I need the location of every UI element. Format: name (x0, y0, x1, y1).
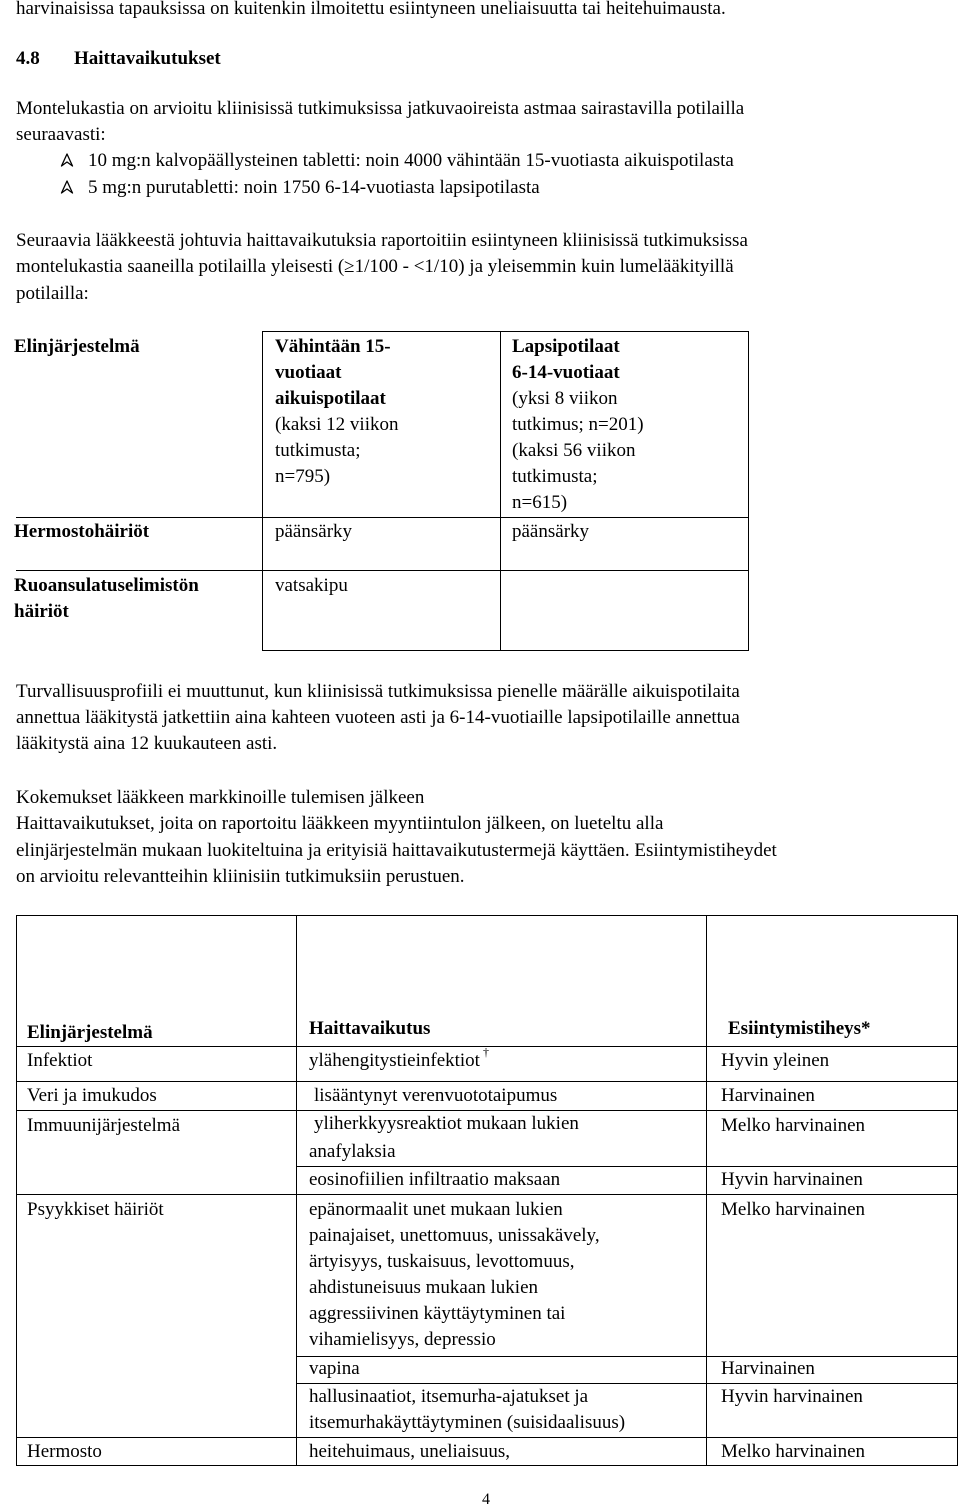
column-header-adults: Vähintään 15- vuotiaat aikuispotilaat (kaksi 12 viikon tutkimusta; n=795) (275, 336, 399, 487)
table-border (500, 331, 501, 651)
table-cell-frequency: Melko harvinainen (721, 1199, 866, 1220)
table-border (16, 1194, 958, 1195)
intro-line: harvinaisissa tapauksissa on kuitenkin ilmoitettu esiintyneen uneliaisuutta tai heitehuimausta. (16, 0, 726, 19)
table-row-system: Immuunijärjestelmä (27, 1115, 181, 1136)
table-cell-adults: vatsakipu (275, 575, 348, 596)
table-row-system: Veri ja imukudos (27, 1085, 157, 1106)
arrowhead-bullet-icon (60, 153, 74, 167)
table-border (748, 331, 749, 651)
bullet-text: 10 mg:n kalvopäällysteinen tabletti: noin 4000 vähintään 15-vuotiasta aikuispotilasta (88, 150, 734, 171)
table-cell-reaction: eosinofiilien infiltraatio maksaan (309, 1169, 561, 1190)
paragraph-line: Montelukastia on arvioitu kliinisissä tutkimuksissa jatkuvaoireista astmaa sairastavilla potilailla (16, 98, 745, 119)
paragraph-line: lääkitystä aina 12 kuukauteen asti. (16, 733, 278, 754)
table-cell-reaction: anafylaksia (309, 1141, 396, 1162)
table-border (16, 915, 17, 1466)
page-number: 4 (482, 1491, 490, 1508)
column-header-system: Elinjärjestelmä (14, 336, 140, 357)
table-border (262, 331, 263, 651)
section-number: 4.8 (16, 48, 40, 69)
table-cell-children: päänsärky (512, 521, 590, 542)
paragraph-line: Seuraavia lääkkeestä johtuvia haittavaikutuksia raportoitiin esiintyneen kliinisissä tutkimuksissa (16, 230, 748, 251)
table-cell-reaction: ylähengitystieinfektiot † (309, 1044, 489, 1071)
table-border (16, 1465, 958, 1466)
paragraph-line: elinjärjestelmän mukaan luokiteltuina ja erityisiä haittavaikutustermejä käyttäen. Esiintymistiheydet (16, 840, 777, 861)
table-border (296, 1356, 958, 1357)
table-cell-frequency: Hyvin yleinen (721, 1050, 830, 1071)
table-row-system: Hermostohäiriöt (14, 521, 150, 542)
table-cell-reaction: yliherkkyysreaktiot mukaan lukien (314, 1113, 579, 1134)
paragraph-line: seuraavasti: (16, 124, 106, 145)
table-border (16, 1437, 958, 1438)
table-row-system: Hermosto (27, 1441, 102, 1462)
paragraph-line: potilailla: (16, 283, 89, 304)
table-border (16, 517, 749, 518)
bullet-item (60, 175, 540, 201)
paragraph-line: annettua lääkitystä jatkettiin aina kahteen vuoteen asti ja 6-14-vuotiaille lapsipotilaille annettua (16, 707, 740, 728)
table-border (16, 1081, 958, 1082)
paragraph-line: Turvallisuusprofiili ei muuttunut, kun kliinisissä tutkimuksissa pienelle määrälle aikuispotilaita (16, 681, 740, 702)
table-border (16, 570, 749, 571)
table-row-system: Infektiot (27, 1050, 93, 1071)
subheading: Kokemukset lääkkeen markkinoille tulemisen jälkeen (16, 787, 425, 808)
table-cell-reaction: lisääntynyt verenvuototaipumus (314, 1085, 558, 1106)
column-header-reaction: Haittavaikutus (309, 1018, 431, 1039)
table-cell-frequency: Melko harvinainen (721, 1441, 866, 1462)
table-border (16, 915, 958, 916)
table-cell-frequency: Harvinainen (721, 1085, 815, 1106)
section-title: Haittavaikutukset (74, 48, 221, 69)
table-row-system: Ruoansulatuselimistön häiriöt (14, 575, 199, 622)
table-cell-frequency: Melko harvinainen (721, 1115, 866, 1136)
table-cell-reaction: heitehuimaus, uneliaisuus, (309, 1441, 511, 1462)
table-border (262, 331, 749, 332)
arrowhead-bullet-icon (60, 180, 74, 194)
paragraph-line: montelukastia saaneilla potilailla yleisesti (≥1/100 - <1/10) ja yleisemmin kuin lumelääkityillä (16, 256, 734, 277)
bullet-text: 5 mg:n purutabletti: noin 1750 6-14-vuotiasta lapsipotilasta (88, 177, 540, 198)
footnote-marker: † (482, 1044, 489, 1059)
table-cell-adults: päänsärky (275, 521, 353, 542)
table-row-system: Psyykkiset häiriöt (27, 1199, 164, 1220)
table-cell-reaction: vapina (309, 1358, 360, 1379)
column-header-system: Elinjärjestelmä (27, 1022, 153, 1043)
table-cell-frequency: Hyvin harvinainen (721, 1386, 863, 1407)
table-border (262, 650, 749, 651)
table-cell-reaction: epänormaalit unet mukaan lukien painajaiset, unettomuus, unissakävely, ärtyisyys, tuskaisuus, levottomuus, ahdistuneisuus mukaan lukien aggressiivinen käyttäytyminen tai vihamielisyys, depressio (309, 1199, 600, 1350)
table-cell-frequency: Hyvin harvinainen (721, 1169, 863, 1190)
column-header-children: Lapsipotilaat 6-14-vuotiaat (yksi 8 viikon tutkimus; n=201) (kaksi 56 viikon tutkimusta; n=615) (512, 336, 644, 513)
paragraph-line: Haittavaikutukset, joita on raportoitu lääkkeen myyntiintulon jälkeen, on lueteltu alla (16, 813, 664, 834)
paragraph-line: on arvioitu relevantteihin kliinisiin tutkimuksiin perustuen. (16, 866, 465, 887)
table-cell-reaction: hallusinaatiot, itsemurha-ajatukset ja itsemurhakäyttäytyminen (suisidaalisuus) (309, 1386, 626, 1433)
column-header-frequency: Esiintymistiheys* (728, 1018, 871, 1039)
bullet-item (60, 148, 734, 174)
table-cell-frequency: Harvinainen (721, 1358, 815, 1379)
